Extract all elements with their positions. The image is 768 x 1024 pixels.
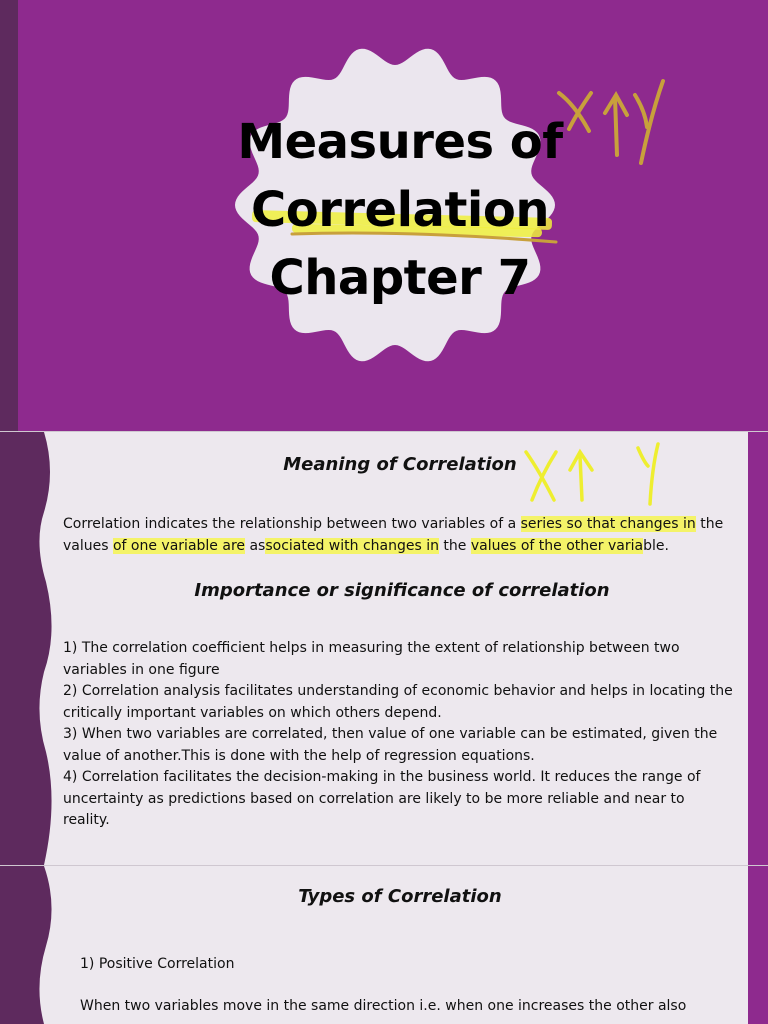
importance-line: 1) The correlation coefficient helps in measuring the extent of relationship between two: [63, 640, 680, 656]
definition-line-2: [63, 536, 743, 558]
importance-line: variables in one figure: [63, 661, 220, 678]
underline-scribble: [290, 226, 560, 246]
handwritten-annotation-yellow: [520, 438, 670, 508]
importance-heading: Importance or significance of correlation: [194, 580, 610, 601]
def-text: as: [245, 537, 266, 554]
types-heading: Types of Correlation: [298, 886, 502, 907]
def-text: values: [63, 537, 113, 554]
right-accent-stripe: [748, 432, 768, 865]
positive-correlation-item: 1) Positive Correlation: [80, 956, 235, 972]
left-accent-bar: [0, 0, 18, 431]
title-line-3: Chapter 7: [269, 250, 531, 306]
importance-line: critically important variables on which others depend.: [63, 704, 442, 721]
meaning-heading: Meaning of Correlation: [283, 454, 517, 475]
def-text: ble.: [643, 537, 669, 554]
def-highlight: values of the other varia: [470, 537, 644, 554]
title-line-2: Correlation: [251, 182, 549, 238]
def-highlight: series so that changes in: [520, 516, 696, 532]
positive-correlation-text: When two variables move in the same direction i.e. when one increases the other also: [80, 998, 687, 1014]
title-slide: [0, 0, 768, 431]
importance-line: uncertainty as predictions based on correlation are likely to be more reliable and near to: [63, 790, 685, 807]
importance-line: 4) Correlation facilitates the decision-making in the business world. It reduces the range of: [63, 769, 701, 785]
definition-line-1: [63, 514, 743, 536]
importance-line: reality.: [63, 812, 110, 828]
definition-paragraph: [63, 514, 743, 557]
def-text: the: [438, 537, 471, 554]
def-text: Correlation indicates the relationship between two variables of a: [63, 516, 521, 532]
def-text: the: [695, 516, 724, 532]
meaning-slide: [0, 432, 768, 865]
importance-line: 2) Correlation analysis facilitates understanding of economic behavior and helps in locating the: [63, 683, 733, 699]
importance-line: value of another.This is done with the help of regression equations.: [63, 747, 535, 764]
handwritten-xy-annotation: [555, 75, 670, 165]
title-line-1: Measures of: [237, 114, 563, 170]
importance-points: [63, 638, 743, 832]
importance-line: 3) When two variables are correlated, then value of one variable can be estimated, given the: [63, 726, 718, 742]
def-highlight: sociated with changes in: [265, 537, 439, 554]
types-slide: [0, 866, 768, 1024]
wavy-left-border: [0, 432, 56, 865]
wavy-left-border: [0, 866, 56, 1024]
def-highlight: of one variable are: [112, 537, 245, 554]
